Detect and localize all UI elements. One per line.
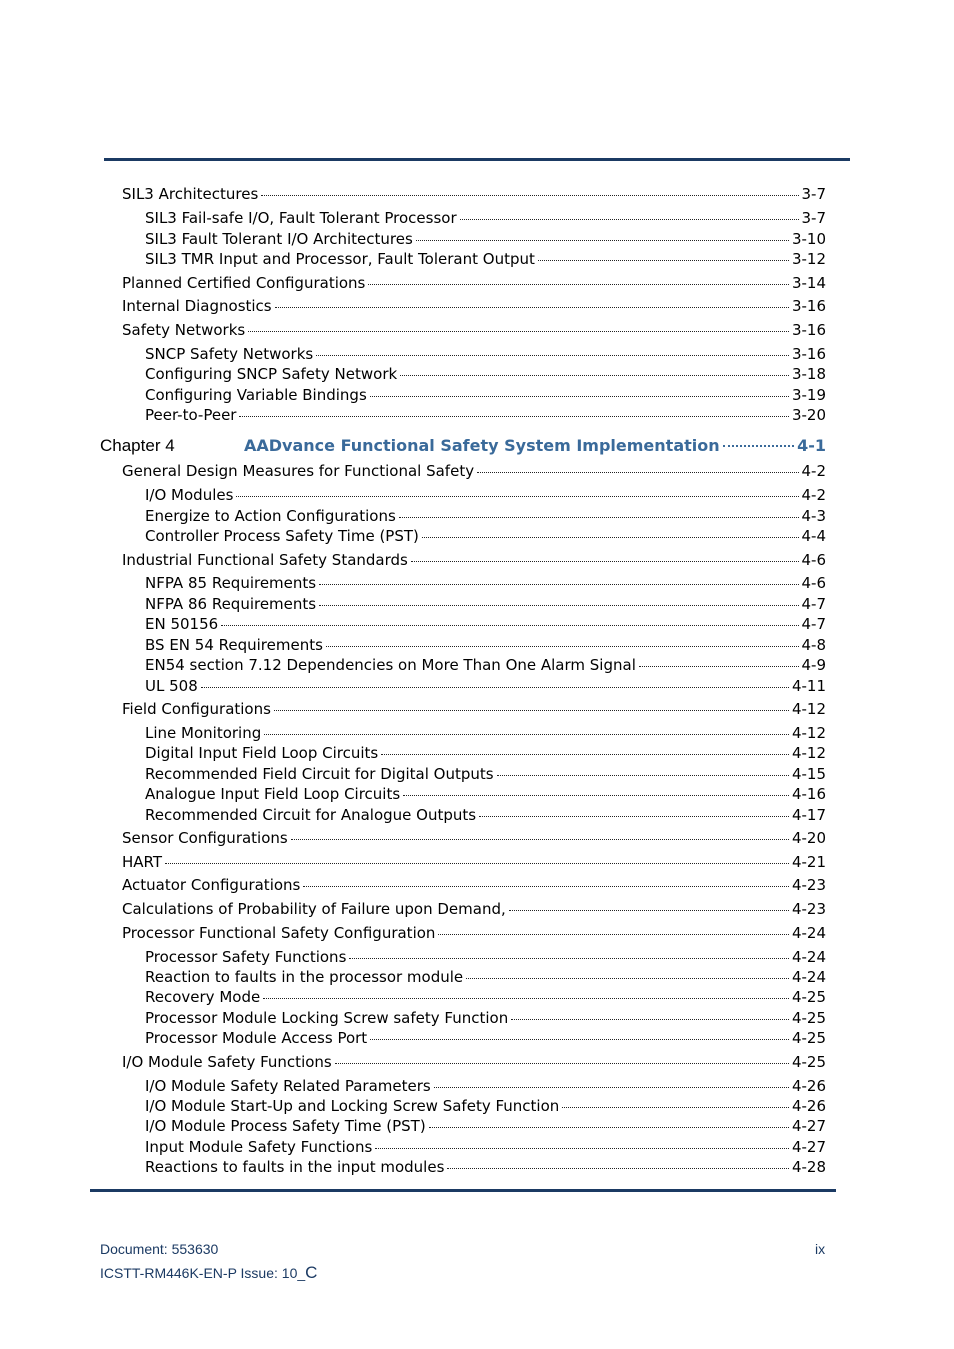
toc-entry-title: Analogue Input Field Loop Circuits: [145, 785, 401, 803]
toc-entry-page: 4-9: [801, 656, 826, 674]
toc-entry-page: 4-25: [791, 1009, 826, 1027]
toc-entry-title: Recommended Field Circuit for Digital Outputs: [145, 765, 494, 783]
toc-entry-page: 4-23: [791, 876, 826, 894]
toc-entry[interactable]: [145, 386, 826, 404]
top-rule: [104, 158, 850, 161]
dot-leader: [303, 886, 789, 887]
dot-leader: [236, 496, 798, 497]
toc-entry-page: 4-8: [801, 636, 826, 654]
dot-leader: [274, 710, 789, 711]
toc-entry[interactable]: [145, 806, 826, 824]
toc-entry-page: 4-6: [801, 551, 826, 569]
toc-entry[interactable]: [145, 1138, 826, 1156]
toc-entry[interactable]: [122, 462, 826, 480]
toc-entry[interactable]: [145, 1117, 826, 1135]
toc-entry-page: 4-17: [791, 806, 826, 824]
toc-entry[interactable]: [122, 297, 826, 315]
toc-entry-page: 4-28: [791, 1158, 826, 1176]
dot-leader: [403, 795, 789, 796]
toc-entry[interactable]: [122, 853, 826, 871]
toc-entry-page: 4-7: [801, 615, 826, 633]
dot-leader: [447, 1168, 789, 1169]
toc-entry[interactable]: [145, 1097, 826, 1115]
toc-entry-title: NFPA 85 Requirements: [145, 574, 317, 592]
toc-entry-page: 3-19: [791, 386, 826, 404]
dot-leader: [165, 863, 789, 864]
dot-leader: [335, 1063, 789, 1064]
toc-entry-title: Safety Networks: [122, 321, 246, 339]
dot-leader: [399, 517, 799, 518]
dot-leader: [509, 910, 789, 911]
dot-leader: [466, 978, 789, 979]
toc-entry[interactable]: [145, 574, 826, 592]
dot-leader: [316, 355, 789, 356]
toc-entry-title: Line Monitoring: [145, 724, 262, 742]
toc-entry[interactable]: [122, 876, 826, 894]
toc-entry[interactable]: [122, 274, 826, 292]
toc-entry-page: 4-3: [801, 507, 826, 525]
toc-entry-title: Controller Process Safety Time (PST): [145, 527, 419, 545]
toc-entry-title: Industrial Functional Safety Standards: [122, 551, 408, 569]
dot-leader: [562, 1107, 789, 1108]
dot-leader: [264, 734, 789, 735]
toc-entry-page: 4-27: [791, 1117, 826, 1135]
toc-entry-title: EN54 section 7.12 Dependencies on More Than One Alarm Signal: [145, 656, 636, 674]
toc-entry-title: I/O Module Process Safety Time (PST): [145, 1117, 426, 1135]
toc-entry-title: Processor Functional Safety Configuration: [122, 924, 436, 942]
dot-leader: [381, 754, 789, 755]
toc-entry-title: BS EN 54 Requirements: [145, 636, 323, 654]
toc-entry-title: UL 508: [145, 677, 198, 695]
toc-entry-title: Recommended Circuit for Analogue Outputs: [145, 806, 477, 824]
toc-entry[interactable]: [145, 656, 826, 674]
toc-entry-page: 4-24: [791, 968, 826, 986]
dot-leader: [411, 561, 799, 562]
toc-entry[interactable]: [122, 829, 826, 847]
dot-leader: [639, 666, 799, 667]
toc-entry[interactable]: [122, 924, 826, 942]
toc-entry-page: 3-16: [791, 345, 826, 363]
toc-entry-title: NFPA 86 Requirements: [145, 595, 317, 613]
dot-leader: [201, 687, 789, 688]
dot-leader: [422, 537, 799, 538]
toc-entry-page: 4-21: [791, 853, 826, 871]
dot-leader: [497, 775, 789, 776]
bottom-rule: [90, 1189, 836, 1192]
dot-leader: [349, 958, 789, 959]
dot-leader: [438, 934, 789, 935]
toc-entry-title: Configuring Variable Bindings: [145, 386, 367, 404]
toc-entry-page: 3-10: [791, 230, 826, 248]
toc-entry[interactable]: [145, 1029, 826, 1047]
toc-entry-title: I/O Modules: [145, 486, 234, 504]
dot-leader: [375, 1148, 789, 1149]
toc-entry-page: 4-25: [791, 988, 826, 1006]
toc-entry[interactable]: [145, 1009, 826, 1027]
dot-leader: [460, 219, 799, 220]
toc-entry[interactable]: [145, 724, 826, 742]
dot-leader: [221, 625, 798, 626]
toc-entry-page: 4-11: [791, 677, 826, 695]
toc-entry-title: EN 50156: [145, 615, 219, 633]
toc-entry[interactable]: [145, 486, 826, 504]
toc-entry-page: 3-14: [791, 274, 826, 292]
toc-entry-title: Processor Module Locking Screw safety Function: [145, 1009, 509, 1027]
toc-entry-page: 3-16: [791, 321, 826, 339]
dot-leader: [275, 307, 789, 308]
dot-leader: [723, 445, 794, 447]
toc-entry[interactable]: [145, 1077, 826, 1095]
toc-entry-page: 4-25: [791, 1029, 826, 1047]
toc-entry-title: SIL3 Architectures: [122, 185, 259, 203]
toc-entry[interactable]: [145, 765, 826, 783]
toc-entry-page: 4-6: [801, 574, 826, 592]
dot-leader: [477, 472, 798, 473]
dot-leader: [370, 396, 789, 397]
toc-entry-title: Field Configurations: [122, 700, 271, 718]
toc-entry-page: 4-27: [791, 1138, 826, 1156]
toc-entry-title: SIL3 Fail-safe I/O, Fault Tolerant Processor: [145, 209, 457, 227]
toc-entry-title: Sensor Configurations: [122, 829, 288, 847]
toc-entry-title: SIL3 Fault Tolerant I/O Architectures: [145, 230, 413, 248]
toc-entry-page: 4-25: [791, 1053, 826, 1071]
dot-leader: [429, 1127, 789, 1128]
toc-entry-title: Energize to Action Configurations: [145, 507, 396, 525]
dot-leader: [326, 646, 799, 647]
toc-entry-title: Calculations of Probability of Failure upon Demand,: [122, 900, 506, 918]
toc-entry-page: 4-23: [791, 900, 826, 918]
toc-entry-title: SIL3 TMR Input and Processor, Fault Tolerant Output: [145, 250, 535, 268]
chapter-title: AADvance Functional Safety System Implementation: [244, 436, 720, 455]
toc-entry-title: HART: [122, 853, 163, 871]
toc-entry[interactable]: [145, 988, 826, 1006]
toc-entry-title: Processor Module Access Port: [145, 1029, 368, 1047]
dot-leader: [248, 331, 789, 332]
dot-leader: [368, 284, 789, 285]
toc-entry-page: 4-2: [801, 486, 826, 504]
toc-entry-page: 3-18: [791, 365, 826, 383]
toc-entry-title: Reactions to faults in the input modules: [145, 1158, 445, 1176]
toc-entry-page: 3-20: [791, 406, 826, 424]
dot-leader: [239, 416, 788, 417]
toc-entry[interactable]: [145, 677, 826, 695]
toc-entry-page: 4-20: [791, 829, 826, 847]
chapter-label: Chapter 4: [100, 436, 175, 455]
toc-entry[interactable]: [145, 507, 826, 525]
toc-entry-page: 4-2: [801, 462, 826, 480]
toc-entry-page: 4-16: [791, 785, 826, 803]
toc-entry[interactable]: [145, 615, 826, 633]
toc-entry[interactable]: [145, 636, 826, 654]
toc-entry-page: 3-7: [801, 185, 826, 203]
toc-entry-title: Peer-to-Peer: [145, 406, 237, 424]
toc-entry[interactable]: [145, 209, 826, 227]
footer-issue: ICSTT-RM446K-EN-P Issue: 10_C: [100, 1263, 318, 1282]
dot-leader: [261, 195, 798, 196]
toc-entry[interactable]: [122, 321, 826, 339]
toc-entry-page: 4-26: [791, 1077, 826, 1095]
dot-leader: [416, 240, 789, 241]
toc-entry[interactable]: [145, 968, 826, 986]
toc-entry[interactable]: [122, 900, 826, 918]
toc-entry-page: 3-7: [801, 209, 826, 227]
toc-entry-page: 4-7: [801, 595, 826, 613]
toc-entry-page: 4-15: [791, 765, 826, 783]
toc-entry[interactable]: [145, 595, 826, 613]
toc-entry-page: 4-26: [791, 1097, 826, 1115]
dot-leader: [370, 1039, 789, 1040]
toc-entry[interactable]: [145, 365, 826, 383]
toc-entry-title: Reaction to faults in the processor module: [145, 968, 464, 986]
toc-entry[interactable]: [145, 948, 826, 966]
dot-leader: [511, 1019, 789, 1020]
dot-leader: [434, 1087, 789, 1088]
toc-entry[interactable]: [122, 1053, 826, 1071]
toc-entry[interactable]: [145, 744, 826, 762]
footer-page-number: ix: [815, 1241, 826, 1257]
toc-entry-title: I/O Module Start-Up and Locking Screw Safety Function: [145, 1097, 560, 1115]
toc-entry[interactable]: [145, 345, 826, 363]
toc-entry-page: 4-12: [791, 724, 826, 742]
dot-leader: [319, 605, 798, 606]
footer-document: Document: 553630: [100, 1241, 219, 1257]
toc-entry-title: Input Module Safety Functions: [145, 1138, 373, 1156]
toc-entry[interactable]: [145, 785, 826, 803]
toc-entry[interactable]: [122, 700, 826, 718]
toc-entry-title: Internal Diagnostics: [122, 297, 272, 315]
toc-entry[interactable]: [122, 185, 826, 203]
toc-entry-title: Digital Input Field Loop Circuits: [145, 744, 379, 762]
dot-leader: [291, 839, 789, 840]
toc-entry-page: 3-12: [791, 250, 826, 268]
toc-entry-page: 4-24: [791, 948, 826, 966]
dot-leader: [479, 816, 789, 817]
toc-entry[interactable]: [145, 1158, 826, 1176]
toc-entry[interactable]: [145, 250, 826, 268]
toc-entry[interactable]: [145, 527, 826, 545]
toc-entry-title: Actuator Configurations: [122, 876, 301, 894]
toc-entry-title: General Design Measures for Functional Safety: [122, 462, 475, 480]
toc-entry-title: Recovery Mode: [145, 988, 261, 1006]
dot-leader: [400, 375, 789, 376]
toc-entry-page: 4-24: [791, 924, 826, 942]
toc-entry[interactable]: [145, 406, 826, 424]
chapter-title-link[interactable]: [244, 436, 826, 456]
toc-entry-page: 4-12: [791, 744, 826, 762]
dot-leader: [319, 584, 798, 585]
toc-entry[interactable]: [145, 230, 826, 248]
chapter-page: 4-1: [797, 436, 826, 455]
toc-entry-page: 4-12: [791, 700, 826, 718]
toc-entry-title: Processor Safety Functions: [145, 948, 347, 966]
dot-leader: [263, 998, 789, 999]
toc-entry-title: I/O Module Safety Functions: [122, 1053, 332, 1071]
dot-leader: [538, 260, 789, 261]
toc-entry-title: SNCP Safety Networks: [145, 345, 314, 363]
toc-entry-page: 3-16: [791, 297, 826, 315]
toc-entry-title: Planned Certified Configurations: [122, 274, 366, 292]
toc-entry-page: 4-4: [801, 527, 826, 545]
toc-entry-title: Configuring SNCP Safety Network: [145, 365, 398, 383]
toc-entry[interactable]: [122, 551, 826, 569]
toc-entry-title: I/O Module Safety Related Parameters: [145, 1077, 431, 1095]
